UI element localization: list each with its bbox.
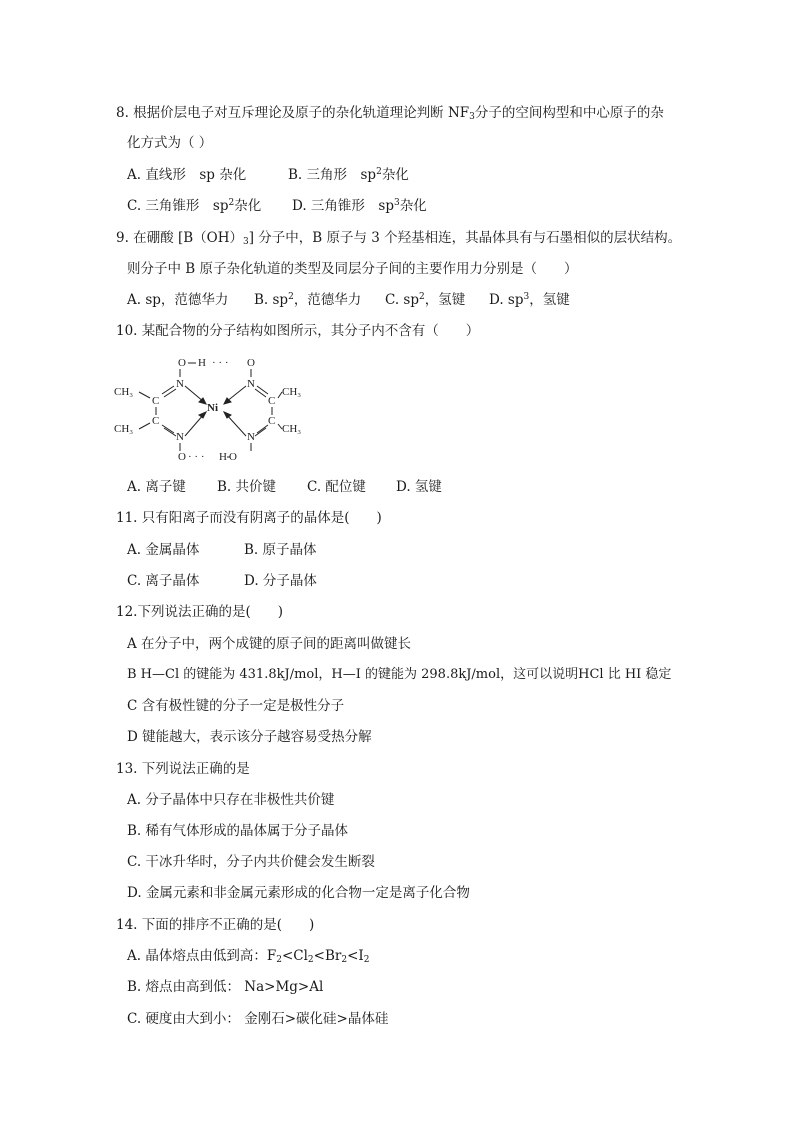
- atom-h-top: H: [198, 357, 206, 369]
- q8-option-b: B. 三角形 $sp^2$杂化: [288, 167, 409, 183]
- q10-option-c: C. 配位键: [307, 479, 366, 495]
- q9-option-b: B. $sp^2$，范德华力: [254, 292, 362, 308]
- q8-option-a: A. 直线形 sp 杂化: [127, 167, 247, 183]
- methyl-bottom-left: CH₃: [114, 423, 134, 435]
- atom-o-top-right: O: [247, 357, 255, 369]
- q10-option-b: B. 共价键: [217, 479, 277, 495]
- atom-o-top-left: O: [178, 357, 186, 369]
- q14-option-a: A. 晶体熔点由低到高：$F_2<Cl_2<Br_2<I_2$: [127, 948, 370, 965]
- q12-option-b: B H—Cl 的键能为 431.8kJ/mol，H—I 的键能为 298.8kJ/mol，这可以说明HCl 比 HI 稳定: [127, 667, 672, 682]
- atom-c-lower-right: C: [268, 415, 276, 427]
- methyl-bottom-right: CH₃: [282, 423, 302, 435]
- atom-n-top-left: N: [176, 378, 184, 390]
- q13-stem: 13. 下列说法正确的是: [116, 761, 250, 777]
- q13-option-c: C. 干冰升华时，分子内共价健会发生断裂: [127, 854, 375, 870]
- q9-option-a: A. sp，范德华力: [127, 292, 229, 308]
- q13-option-d: D. 金属元素和非金属元素形成的化合物一定是离子化合物: [127, 885, 470, 901]
- q10-option-a: A. 离子键: [127, 479, 186, 495]
- q11-option-a: A. 金属晶体: [127, 542, 200, 558]
- q9-option-d: D. $sp^3$，氢键: [489, 292, 570, 308]
- q12-option-c: C 含有极性键的分子一定是极性分子: [127, 698, 345, 714]
- q14-option-b: B. 熔点由高到低： Na>Mg>Al: [127, 979, 324, 995]
- q11-option-b: B. 原子晶体: [244, 542, 317, 558]
- q12-option-a: A 在分子中，两个成键的原子间的距离叫做键长: [127, 636, 412, 652]
- atom-n-bottom-left: N: [176, 431, 184, 443]
- q8-option-c: C. 三角锥形 $sp^2$杂化: [127, 198, 262, 214]
- q9-stem-line1: 9. 在硼酸 $[B(OH)_3]$ 分子中，B 原子与 3 个羟基相连，其晶体具有与石墨相似的层状结构。: [116, 230, 682, 247]
- hbond-dots-bottom: · · ·: [188, 451, 205, 463]
- q12-option-d: D 键能越大，表示该分子越容易受热分解: [127, 729, 372, 745]
- atom-o-bottom-right: O: [229, 451, 237, 463]
- atom-n-top-right: N: [247, 378, 255, 390]
- methyl-top-left: CH₃: [114, 386, 134, 398]
- atom-c-upper-left: C: [152, 395, 160, 407]
- q13-option-a: A. 分子晶体中只存在非极性共价键: [127, 792, 335, 808]
- atom-h-bottom: H: [219, 451, 227, 463]
- hbond-dots-top: · · ·: [212, 357, 229, 369]
- methyl-top-right: CH₃: [282, 386, 302, 398]
- nickel-complex-structure-figure: [112, 352, 312, 464]
- q14-stem: 14. 下面的排序不正确的是( ): [116, 917, 315, 933]
- q10-stem: 10. 某配合物的分子结构如图所示，其分子内不含有（ ）: [116, 323, 480, 339]
- q8-stem-line2: 化方式为（ ）: [127, 135, 213, 151]
- q8-option-d: D. 三角锥形 $sp^3$杂化: [292, 198, 427, 214]
- atom-ni-center: Ni: [207, 402, 218, 414]
- q8-stem-line1: 8. 根据价层电子对互斥理论及原子的杂化轨道理论判断 $NF_3$分子的空间构型和中心原子的杂: [116, 105, 664, 122]
- q12-stem: 12.下列说法正确的是( ): [116, 604, 284, 620]
- q11-option-d: D. 分子晶体: [244, 573, 317, 589]
- q9-option-c: C. $sp^2$，氢键: [385, 292, 466, 308]
- atom-c-lower-left: C: [152, 415, 160, 427]
- atom-c-upper-right: C: [268, 395, 276, 407]
- atom-o-bottom-left: O: [178, 451, 186, 463]
- q11-stem: 11. 只有阳离子而没有阴离子的晶体是( ): [116, 510, 382, 526]
- q11-option-c: C. 离子晶体: [127, 573, 200, 589]
- q10-option-d: D. 氢键: [396, 479, 442, 495]
- q13-option-b: B. 稀有气体形成的晶体属于分子晶体: [127, 823, 349, 839]
- q14-option-c: C. 硬度由大到小： 金刚石>碳化硅>晶体硅: [127, 1011, 389, 1027]
- q9-stem-line2: 则分子中 B 原子杂化轨道的类型及同层分子间的主要作用力分别是（ ）: [127, 261, 578, 277]
- atom-n-bottom-right: N: [247, 431, 255, 443]
